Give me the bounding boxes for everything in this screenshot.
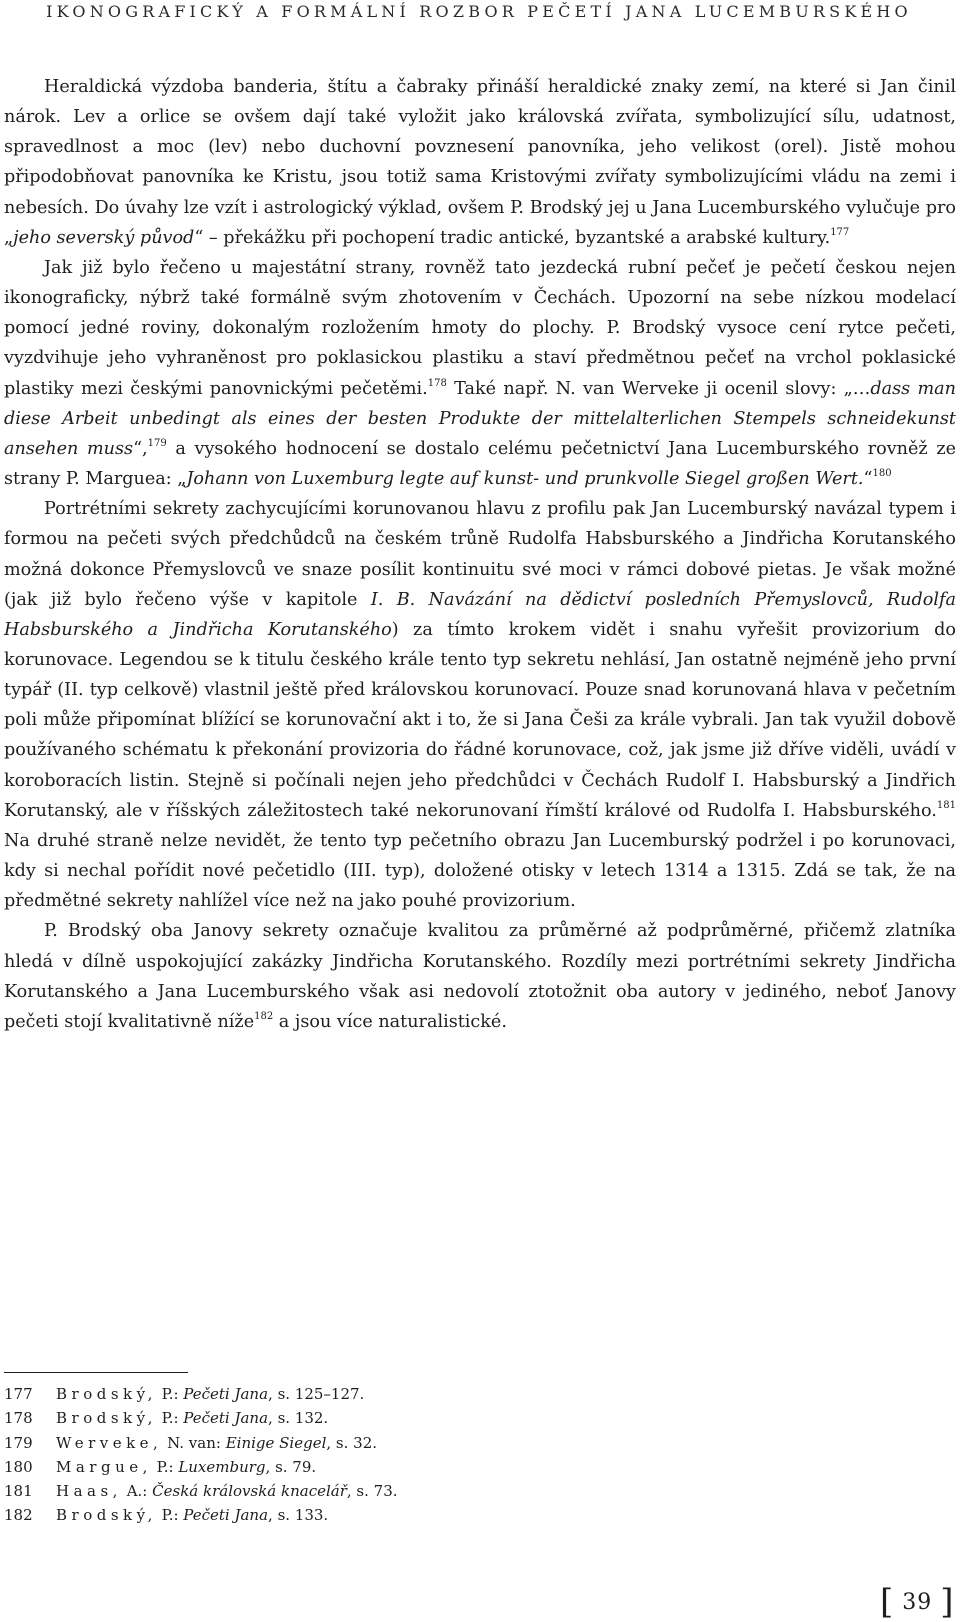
italic-quote: dass man diese Arbeit unbedingt als eines der besten Produkte der mittelalterlichen Stempels schneidekunst ansehen muss	[4, 378, 956, 459]
footnote-author: Margue,	[56, 1457, 152, 1476]
footnote-179: 179 Werveke, N. van: Einige Siegel, s. 32.	[4, 1431, 904, 1455]
footnote-number: 181	[4, 1482, 33, 1501]
footnote-title: Česká královská knacelář	[152, 1482, 347, 1501]
footnote-ref-182[interactable]: 182	[254, 1010, 274, 1022]
footnote-author: Brodský,	[56, 1409, 157, 1428]
footnote-title: Pečeti Jana	[183, 1409, 269, 1428]
paragraph-2: Jak již bylo řečeno u majestátní strany, rovněž tato jezdecká rubní pečeť je pečetí českou nejen ikonograficky, nýbrž také formálně svým zhotovením v Čechách. Upozorní na sebe nízkou modelací pomocí jedné roviny, dokonalým rozložením hmoty do plochy. P. Brodský vysoce cení rytce pečeti, vyzdvihuje jeho vyhraněnost pro poklasickou plastiku a staví předmětnou pečeť na vrchol poklasické plastiky mezi českými panovnickými pečetěmi.$^{178}$ Také např. N. van Werveke ji ocenil slovy: „…dass man diese Arbeit unbedingt als eines der besten Produkte der mittelalterlichen Stempels schneidekunst ansehen muss“,$^{179}$ a vysokého hodnocení se dostalo celému pečetnictví Jana Lucemburského rovněž ze strany P. Marguea: „Johann von Luxemburg legte auf kunst- und prunkvolle Siegel großen Wert.“$^{180}$	[4, 257, 957, 490]
footnote-ref-178[interactable]: 178	[427, 377, 447, 389]
footnote-ref-179[interactable]: 179	[147, 437, 167, 449]
footnote-178: 178 Brodský, P.: Pečeti Jana, s. 132.	[4, 1406, 904, 1430]
body-text	[4, 72, 956, 1037]
italic-quote: Johann von Luxemburg legte auf kunst- und prunkvolle Siegel großen Wert.	[186, 469, 864, 490]
footnote-ref-181[interactable]: 181	[936, 799, 956, 811]
footnote-177: 177 Brodský, P.: Pečeti Jana, s. 125–127.	[4, 1382, 904, 1406]
paragraph-4: P. Brodský oba Janovy sekrety označuje kvalitou za průměrné až podprůměrné, přičemž zlatníka hledá v dílně uspokojující zakázky Jindřicha Korutanského. Rozdíly mezi portrétními sekrety Jindřicha Korutanského a Jana Lucemburského však asi nedovolí ztotožnit oba autory v jediného, neboť Janovy pečeti stojí kvalitativně níže$^{182}$ a jsou více naturalistické.	[4, 921, 956, 1032]
footnote-title: Luxemburg	[178, 1457, 266, 1476]
page-number: [ 39 ]	[880, 1582, 955, 1622]
footnote-author: Brodský,	[56, 1506, 157, 1525]
italic-chapter-ref: I. B. Navázání na dědictví posledních Přemyslovců, Rudolfa Habsburského a Jindřicha Korutanského	[4, 589, 956, 640]
footnote-number: 179	[4, 1433, 33, 1452]
footnote-author: Haas,	[56, 1482, 122, 1501]
footnote-number: 177	[4, 1385, 33, 1403]
footnote-number: 178	[4, 1409, 33, 1428]
footnote-181: 181 Haas, A.: Česká královská knacelář, s. 73.	[4, 1479, 904, 1503]
footnote-ref-177[interactable]: 177	[830, 226, 850, 238]
footnote-title: Einige Siegel	[225, 1433, 327, 1452]
footnote-number: 182	[4, 1506, 33, 1525]
footnote-ref-180[interactable]: 180	[872, 468, 892, 480]
footnote-180: 180 Margue, P.: Luxemburg, s. 79.	[4, 1455, 904, 1479]
paragraph-3: Portrétními sekrety zachycujícími korunovanou hlavu z profilu pak Jan Lucemburský navázal typem i formou na pečeti svých předchůdců na českém trůně Rudolfa Habsburského a Jindřicha Korutanského možná dokonce Přemyslovců ve snaze posílit kontinuitu své moci v rámci dobové pietas. Je však možné (jak již bylo řečeno výše v kapitole I. B. Navázání na dědictví posledních Přemyslovců, Rudolfa Habsburského a Jindřicha Korutanského) za tímto krokem vidět i snahu vyřešit provizorium do korunovace. Legendou se k titulu českého krále tento typ sekretu nehlásí, Jan ostatně nejméně jeho první typář (II. typ celkově) vlastnil ještě před královskou korunovací. Pouze snad korunovaná hlava v pečetním poli může připomínat blížící se korunovační akt i to, že si Jana Češi za krále vybrali. Jan tak využil dobově používaného schématu k překonání provizoria do řádné korunovace, což, jak jsme již dříve viděli, uvádí v koroboracích listin. Stejně si počínali nejen jeho předchůdci v Čechách Rudolf I. Habsburský a Jindřich Korutanský, ale v říšských záležitostech také nekorunovaní římští králové od Rudolfa I. Habsburského.$^{181}$ Na druhé straně nelze nevidět, že tento typ pečetního obrazu Jan Lucemburský podržel i po korunovaci, kdy si nechal pořídit nové pečetidlo (III. typ), doložené otisky v letech 1314 a 1315. Zdá se tak, že na předmětné sekrety nahlížel více než na jako pouhé provizorium.	[4, 499, 956, 912]
running-head: IKONOGRAFICKÝ A FORMÁLNÍ ROZBOR PEČETÍ JANA LUCEMBURSKÉHO	[46, 2, 912, 21]
bracket-open-glyph: [	[880, 1582, 895, 1622]
footnote-separator	[4, 1372, 188, 1373]
footnote-author: Werveke,	[56, 1433, 163, 1452]
paragraph-1: Heraldická výzdoba banderia, štítu a čabraky přináší heraldické znaky zemí, na které si Jan činil nárok. Lev a orlice se ovšem dají také vyložit jako královská zvířata, symbolizující sílu, udatnost, spravedlnost a moc (lev) nebo duchovní povznesení panovníka, jeho velikost (orel). Jistě mohou připodobňovat panovníka ke Kristu, jsou totiž sama Kristovými zvířaty symbolizujícími vládu na zemi i nebesích. Do úvahy lze vzít i astrologický výklad, ovšem P. Brodský jej u Jana Lucemburského vylučuje pro „jeho severský původ“ – překážku při pochopení tradic antické, byzantské a arabské kultury.$^{177}$	[4, 77, 956, 248]
footnote-title: Pečeti Jana	[183, 1385, 269, 1403]
footnote-number: 180	[4, 1457, 33, 1476]
footnotes	[4, 1382, 904, 1528]
footnote-182: 182 Brodský, P.: Pečeti Jana, s. 133.	[4, 1503, 904, 1527]
footnote-title: Pečeti Jana	[183, 1506, 269, 1525]
italic-quote: jeho severský původ	[13, 227, 195, 248]
footnote-author: Brodský,	[56, 1385, 157, 1403]
bracket-close-glyph: ]	[940, 1582, 955, 1622]
